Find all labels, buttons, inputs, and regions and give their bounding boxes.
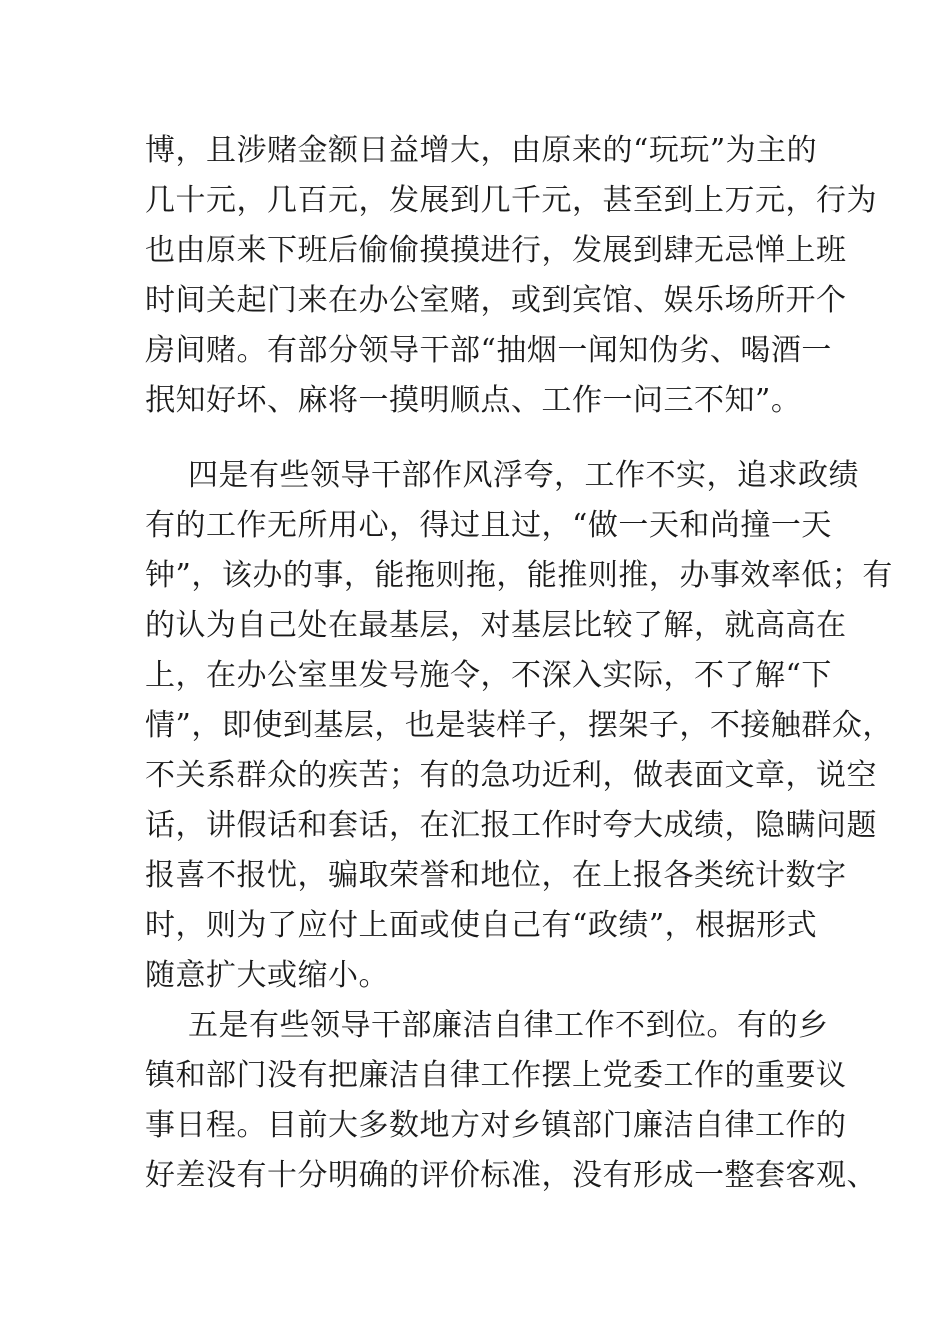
body-text-line: 镇和部门没有把廉洁自律工作摆上党委工作的重要议 [145, 1058, 847, 1093]
body-text-line: 的认为自己处在最基层，对基层比较了解，就高高在 [145, 608, 847, 643]
body-text-line: 钟”，该办的事，能拖则拖，能推则推，办事效率低；有 [145, 558, 893, 593]
body-text-line: 有的工作无所用心，得过且过，“做一天和尚撞一天 [145, 508, 832, 543]
paragraph-first-line: 四是有些领导干部作风浮夸，工作不实，追求政绩 [188, 458, 859, 493]
body-text-line: 时间关起门来在办公室赌，或到宾馆、娱乐场所开个 [145, 283, 847, 318]
body-text-line: 好差没有十分明确的评价标准，没有形成一整套客观、 [145, 1158, 877, 1193]
body-text-line: 话，讲假话和套话，在汇报工作时夸大成绩，隐瞒问题 [145, 808, 877, 843]
paragraph-first-line: 五是有些领导干部廉洁自律工作不到位。有的乡 [188, 1008, 829, 1043]
body-text-line: 几十元，几百元，发展到几千元，甚至到上万元，行为 [145, 183, 877, 218]
body-text-line: 也由原来下班后偷偷摸摸进行，发展到肆无忌惮上班 [145, 233, 847, 268]
body-text-line: 时，则为了应付上面或使自己有“政绩”，根据形式 [145, 908, 818, 943]
body-text-line: 博，且涉赌金额日益增大，由原来的“玩玩”为主的 [145, 133, 818, 168]
body-text-line: 报喜不报忧，骗取荣誉和地位，在上报各类统计数字 [145, 858, 847, 893]
body-text-line: 抿知好坏、麻将一摸明顺点、工作一问三不知”。 [145, 383, 802, 418]
body-text-line: 不关系群众的疾苦；有的急功近利，做表面文章，说空 [145, 758, 877, 793]
body-text-line: 上，在办公室里发号施令，不深入实际，不了解“下 [145, 658, 832, 693]
body-text-line: 随意扩大或缩小。 [145, 958, 389, 993]
body-text-line: 房间赌。有部分领导干部“抽烟一闻知伪劣、喝酒一 [145, 333, 832, 368]
body-text-line: 事日程。目前大多数地方对乡镇部门廉洁自律工作的 [145, 1108, 847, 1143]
body-text-line: 情”，即使到基层，也是装样子，摆架子，不接触群众， [145, 708, 893, 743]
